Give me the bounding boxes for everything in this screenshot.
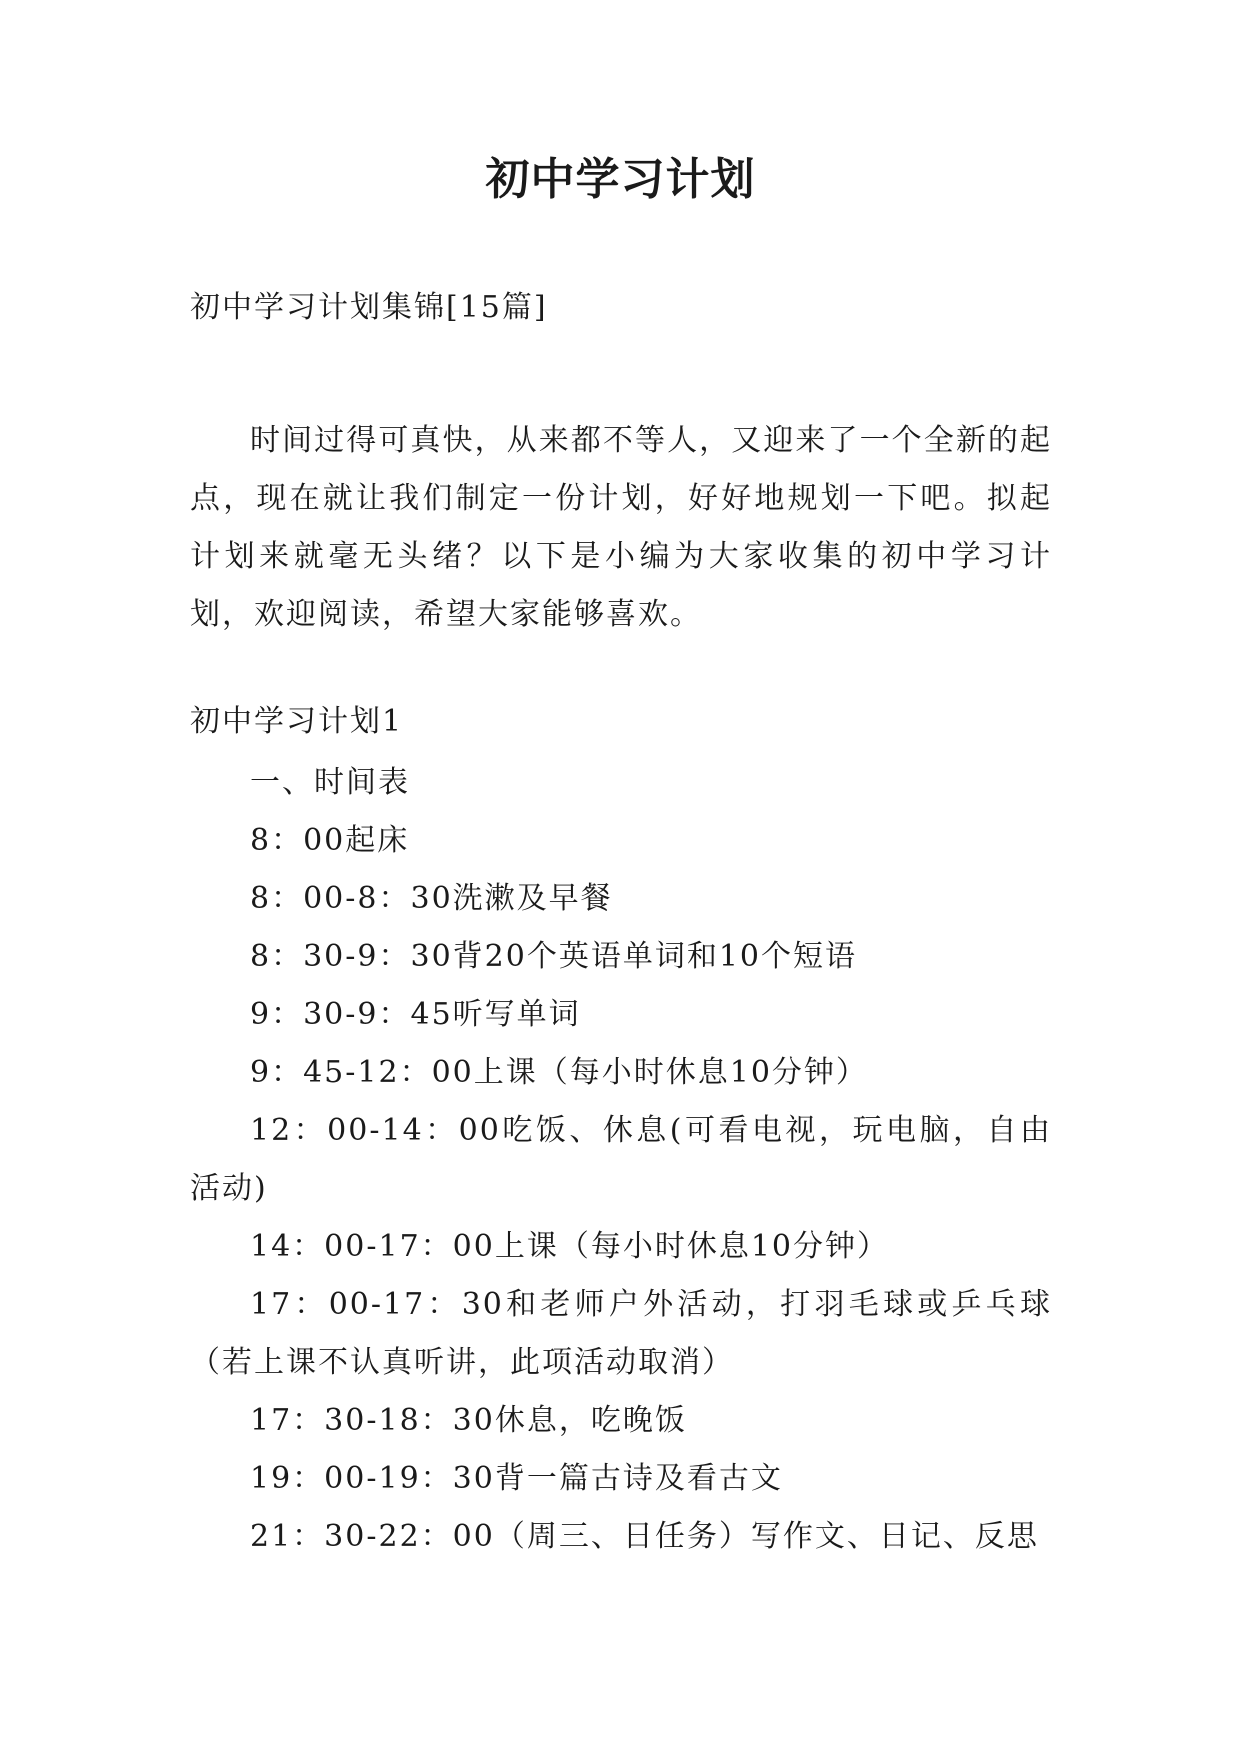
document-title: 初中学习计划 [485, 154, 756, 205]
schedule-item: 9：45-12：00上课（每小时休息10分钟） [250, 1055, 868, 1090]
schedule-item: 8：30-9：30背20个英语单词和10个短语 [250, 939, 858, 974]
section-heading: 初中学习计划1 [190, 704, 404, 739]
schedule-item: 12：00-14：00吃饭、休息(可看电视，玩电脑，自由活动) [190, 1113, 1052, 1206]
schedule-item: 17：00-17：30和老师户外活动，打羽毛球或乒乓球（若上课不认真听讲，此项活动取消） [190, 1287, 1052, 1380]
intro-paragraph: 时间过得可真快，从来都不等人，又迎来了一个全新的起点，现在就让我们制定一份计划，好好地规划一下吧。拟起计划来就毫无头绪？以下是小编为大家收集的初中学习计划，欢迎阅读，希望大家能够喜欢。 [190, 423, 1052, 632]
schedule-item: 21：30-22：00（周三、日任务）写作文、日记、反思 [250, 1519, 1039, 1554]
schedule-item: 19：00-19：30背一篇古诗及看古文 [250, 1461, 783, 1496]
schedule-item: 14：00-17：00上课（每小时休息10分钟） [250, 1229, 890, 1264]
document-subtitle: 初中学习计划集锦[15篇] [190, 290, 548, 325]
document-body [190, 288, 1052, 1566]
schedule-item: 9：30-9：45听写单词 [250, 997, 581, 1032]
schedule-item: 17：30-18：30休息，吃晚饭 [250, 1403, 687, 1438]
schedule-item: 8：00-8：30洗漱及早餐 [250, 881, 613, 916]
schedule-heading: 一、时间表 [250, 765, 410, 800]
schedule-item: 8：00起床 [250, 823, 410, 858]
